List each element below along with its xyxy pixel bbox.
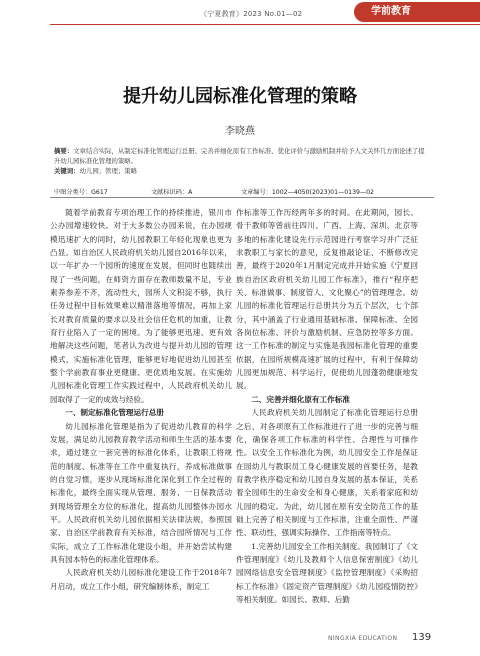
article-meta (54, 187, 430, 196)
body-paragraph: 1.完善幼儿园安全工作相关制度。我园制订了《文件管理制度》《幼儿及教师个人信息保密制度》《幼儿园网络信息安全管理制度》《监控管理制度》《采购招标工作标准》《固定资产管理制度》《幼儿园疫情防控》等相关制度。如园长、教师、后勤 (236, 541, 418, 604)
keywords-text: 幼儿园；管理；策略 (79, 167, 138, 175)
footer-journal-name: NINGXIA EDUCATION (328, 635, 398, 642)
article-title: 提升幼儿园标准化管理的策略 (123, 86, 357, 107)
clc-number: 中图分类号：G617 (54, 189, 108, 196)
abstract-block (54, 146, 430, 176)
header-divider (50, 24, 480, 25)
abstract-text: 文章结合实际，从制定标准化管理运行总册、完善并细化原有工作标准、优化评价与激励机制并给予人文关怀几方面论述了提升幼儿园标准化管理的策略。 (54, 147, 425, 165)
section-heading: 一、制定标准化管理运行总册 (65, 408, 164, 418)
keywords-label: 关键词： (54, 167, 80, 175)
keywords (54, 166, 430, 176)
document-code: 文献标识码：A (150, 189, 193, 196)
body-column-left (50, 206, 232, 626)
body-paragraph: 幼儿园标准化管理是指为了促进幼儿教育的科学发展，满足幼儿园教育教学活动和师生生活的基本要求，通过建立一套完善的标准化体系，让教职工将规范的制度、标准等在工作中重复执行，养成标准做事的自觉习惯，逐步从现场标准化深化到工作全过程的标准化，最终全面实现从管理、服务、一日保教活动到现场管理全方位的标准化，提高幼儿园整体办园水平。人民政府机关幼儿园依据相关法律法规，参照国家、自治区学前教育有关标准，结合园所情况与工作实际，成立了工作标准化建设小组，并开始尝试构建具有园本特色的标准化管理体系。 (50, 421, 232, 564)
meta-divider (50, 197, 434, 198)
section-tag-band (428, 2, 480, 22)
page-number: 139 (412, 632, 432, 643)
body-paragraph: 随着学前教育专项治理工作的持续推进，银川市公办园增速较快。对于大多数公办园来说，在办园规模迅速扩大的同时，幼儿园教职工年轻化现象也更为凸显。如自治区人民政府机关幼儿园自2016年以来，以一年扩办一个园所的速度在发展，但同时也随续出现了一些问题，在师资方面存在教师数量不足，专业素养参差不齐，流动性大，园所人文积淀不够，执行任务过程中目标效果难以精准落地等情况，再加上家长对教育质量的要求以及社会信任危机的加重，让教育行业陷入了一定的困境。为了能够更迅速、更有效地解决这些问题，笔者认为改进与提升幼儿园的管理模式，实施标准化管理，能够更好地促进幼儿园甚至整个学前教育事业更健康、更优质地发展。在实施幼儿园标准化管理工作实践过程中，人民政府机关幼儿园取得了一定的成效与经验。 (50, 208, 232, 404)
body-paragraph: 作标准等工作历经两年多的时间。在此期间，园长、骨干教师等曾前往四川、广西、上海、深圳、北京等多地的标准化建设先行示范园进行考察学习并广泛征求教职工与家长的意见，反复推敲论证、不断修改完善，最终于2020年1月制定完成并开始实施《宁夏回族自治区政府机关幼儿园工作标准》，推行“程序把关、标准做事、制度管人、文化聚心”的管理理念。幼儿园的标准化管理运行总册共分为五个层次，七个部分，其中涵盖了行业通用基础标准、保障标准、全园各岗位标准、评价与激励机制、应急防控等多方面。这一工作标准的制定与实施是我园标准化管理的重要依据，在园所规模高速扩展的过程中，有利于保障幼儿园更加规范、科学运行，促使幼儿园蓬勃健康地发展。 (236, 208, 418, 391)
body-column-right (236, 206, 418, 626)
body-paragraph: 人民政府机关幼儿园标准化建设工作于2018年7月启动，成立工作小组，研究编制体系，制定工 (50, 568, 232, 591)
section-heading: 二、完善并细化原有工作标准 (251, 394, 350, 404)
abstract-label: 摘要： (54, 147, 74, 155)
article-number: 文章编号：1002—4050(2023)01—0139—02 (240, 189, 374, 196)
section-tag: 学前教育 (354, 2, 428, 22)
body-paragraph: 人民政府机关幼儿园制定了标准化管理运行总册之后，对各项原有工作标准进行了进一步的完善与细化，确保各项工作标准的科学性、合理性与可操作性。以安全工作标准化为例，幼儿园安全工作是保证在园幼儿与教职员工身心健康发展的首要任务，是教育教学秩序稳定和幼儿园自身发展的基本保证，关系着全园师生的生命安全和身心健康，关系着家庭和幼儿园的稳定。为此，幼儿园在原有安全防范工作的基础上完善了相关制度与工作标准，注重全面性、严谨性、联动性，强调实际操作、工作指南等特点。 (236, 408, 418, 538)
journal-header: 《宁夏教育》2023 No.01—02 (200, 10, 303, 18)
abstract (54, 146, 430, 166)
article-author: 李晓燕 (225, 126, 255, 137)
